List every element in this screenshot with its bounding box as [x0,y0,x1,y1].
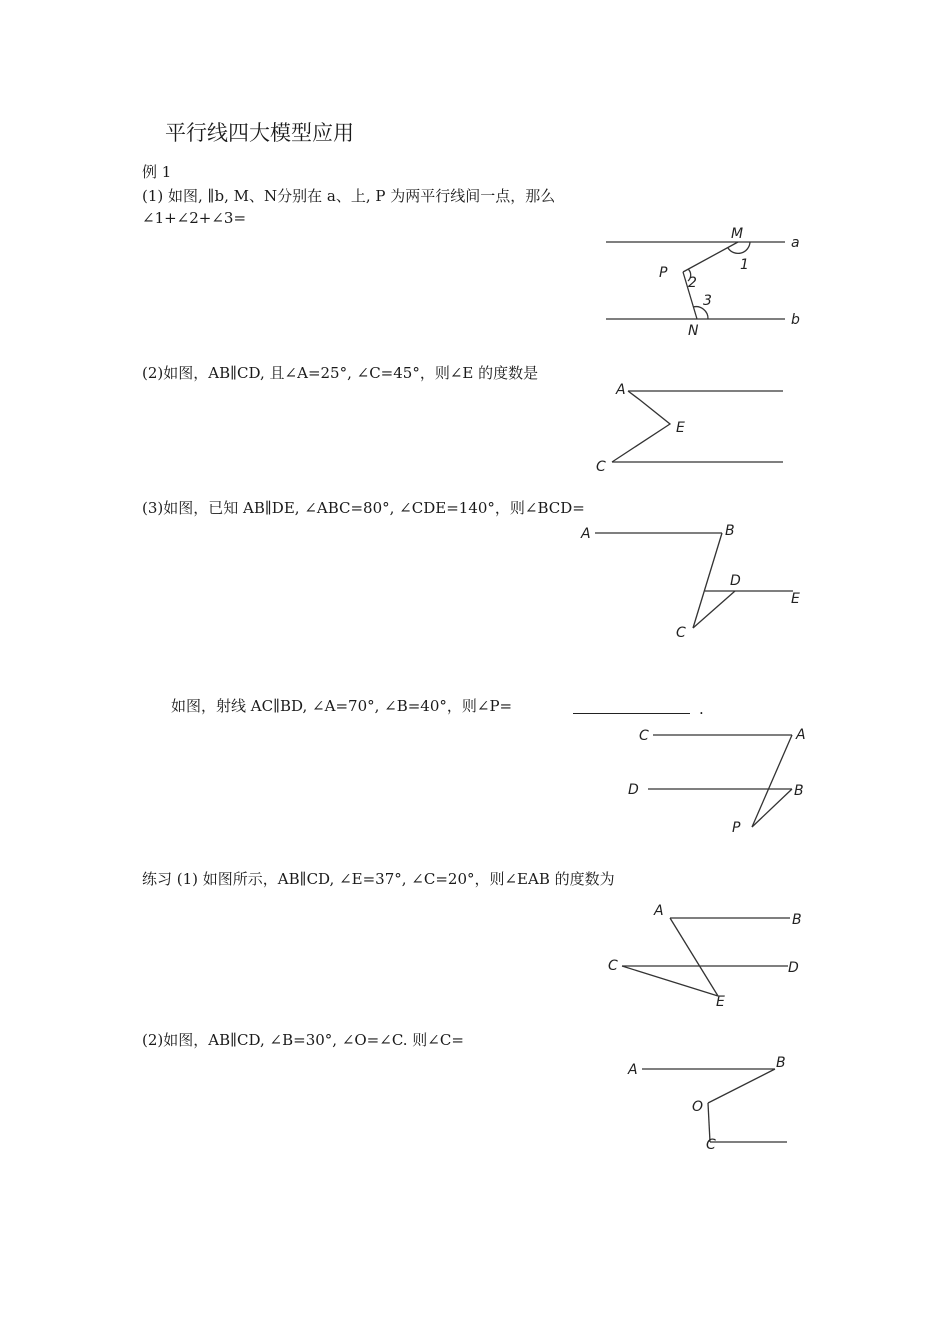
segment-AP [752,735,792,827]
label-a: a [791,235,800,251]
segment-AE [670,918,718,996]
label-angle-2: 2 [688,275,697,291]
figure-2-diagram [590,380,790,480]
page-title: 平行线四大模型应用 [165,121,354,145]
label-D: D [730,573,741,589]
label-b: b [791,312,800,328]
practice-1-text: 练习 (1) 如图所示，AB∥CD, ∠E=37°, ∠C=20°，则∠EAB 的度数为 [142,870,615,888]
figure-5-diagram [600,898,810,1013]
label-E: E [716,994,725,1010]
practice-2-text: (2)如图，AB∥CD, ∠B=30°, ∠O=∠C. 则∠C= [142,1031,464,1049]
figure-1-diagram [600,225,810,340]
label-C: C [639,728,649,744]
label-P: P [659,265,668,281]
label-A: A [628,1062,638,1078]
label-C: C [596,459,606,475]
question-1-formula: ∠1+∠2+∠3= [142,209,247,227]
question-1-text: (1) 如图, ∥b, M、N分别在 a、上, P 为两平行线间一点，那么 [142,187,556,205]
label-O: O [692,1099,704,1115]
polyline-AEC [612,391,670,462]
label-N: N [688,323,699,339]
label-P: P [732,820,741,836]
label-angle-3: 3 [703,293,712,309]
label-A: A [796,727,806,743]
segment-CE [622,966,718,996]
label-B: B [776,1055,786,1071]
segment-BC [693,533,722,628]
segment-BO [708,1069,775,1103]
segment-PB [752,789,792,827]
label-A: A [581,526,591,542]
figure-6-diagram [620,1055,810,1153]
label-C: C [706,1137,716,1153]
label-B: B [794,783,804,799]
label-E: E [676,420,685,436]
label-A: A [654,903,664,919]
question-3-text: (3)如图，已知 AB∥DE, ∠ABC=80°, ∠CDE=140°，则∠BCD= [142,499,585,517]
question-4-tail: . [699,700,704,718]
figure-3-diagram [575,518,810,643]
answer-blank [573,713,690,714]
label-D: D [628,782,639,798]
label-M: M [731,226,744,242]
label-C: C [676,625,686,641]
label-B: B [725,523,735,539]
question-4-text: 如图，射线 AC∥BD, ∠A=70°, ∠B=40°，则∠P= [171,697,513,715]
label-E: E [791,591,800,607]
question-2-text: (2)如图，AB∥CD, 且∠A=25°, ∠C=45°，则∠E 的度数是 [142,364,539,382]
label-C: C [608,958,618,974]
figure-4-diagram [620,722,810,836]
segment-MP [683,242,738,272]
angle-1-arc [728,242,750,253]
label-B: B [792,912,802,928]
example-heading: 例 1 [142,163,172,181]
label-A: A [616,382,626,398]
label-angle-1: 1 [740,257,749,273]
label-D: D [788,960,799,976]
